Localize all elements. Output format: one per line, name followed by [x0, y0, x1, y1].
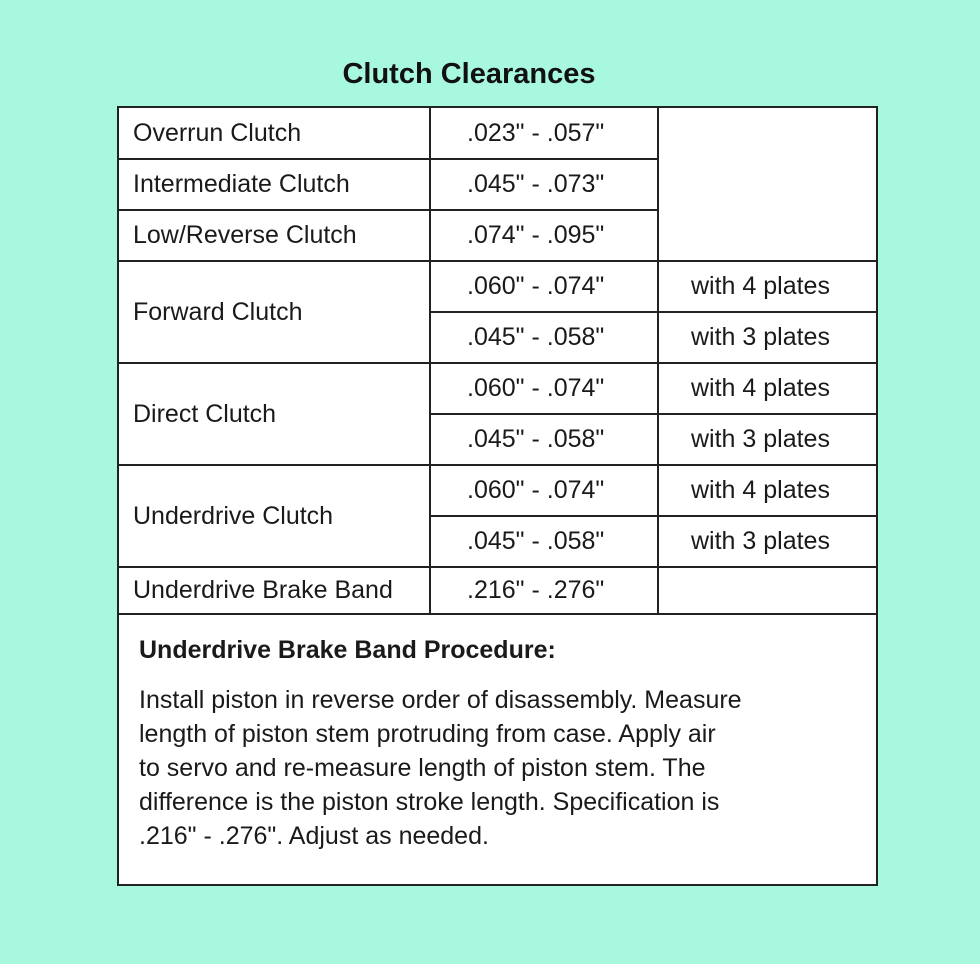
procedure-text: Install piston in reverse order of disassembly. Measure length of piston stem protruding from case. Apply air to servo and re-measure length of piston stem. The difference is the piston stroke length. Specification is .216" - .276". Adjust as needed. [139, 686, 742, 850]
plate-note: with 3 plates [658, 312, 878, 363]
clearance-value: .060" - .074" [430, 363, 658, 414]
clearance-sheet [117, 106, 878, 886]
table-row [119, 108, 878, 159]
empty-note-cell [658, 567, 878, 614]
procedure-title: Underdrive Brake Band Procedure: [139, 636, 556, 664]
clearance-value: .216" - .276" [430, 567, 658, 614]
clutch-name: Direct Clutch [119, 363, 430, 465]
plate-note: with 3 plates [658, 516, 878, 567]
clutch-name: Underdrive Brake Band [119, 567, 430, 614]
clearance-value: .045" - .058" [430, 312, 658, 363]
clutch-name: Underdrive Clutch [119, 465, 430, 567]
table-row [119, 261, 878, 312]
table-row [119, 363, 878, 414]
plate-note: with 4 plates [658, 465, 878, 516]
clearance-value: .045" - .073" [430, 159, 658, 210]
procedure-section [139, 636, 839, 853]
clearance-value: .045" - .058" [430, 414, 658, 465]
clearance-value: .060" - .074" [430, 465, 658, 516]
table-row [119, 567, 878, 614]
plate-note: with 4 plates [658, 363, 878, 414]
clutch-name: Forward Clutch [119, 261, 430, 363]
clearance-value: .074" - .095" [430, 210, 658, 261]
table-row [119, 465, 878, 516]
plate-note: with 4 plates [658, 261, 878, 312]
clutch-name: Overrun Clutch [119, 108, 430, 159]
plate-note: with 3 plates [658, 414, 878, 465]
empty-note-cell [658, 108, 878, 261]
clearance-table [119, 108, 878, 615]
clutch-name: Low/Reverse Clutch [119, 210, 430, 261]
clearance-value: .060" - .074" [430, 261, 658, 312]
clearance-value: .045" - .058" [430, 516, 658, 567]
clutch-name: Intermediate Clutch [119, 159, 430, 210]
page-title: Clutch Clearances [342, 58, 596, 90]
clearance-value: .023" - .057" [430, 108, 658, 159]
